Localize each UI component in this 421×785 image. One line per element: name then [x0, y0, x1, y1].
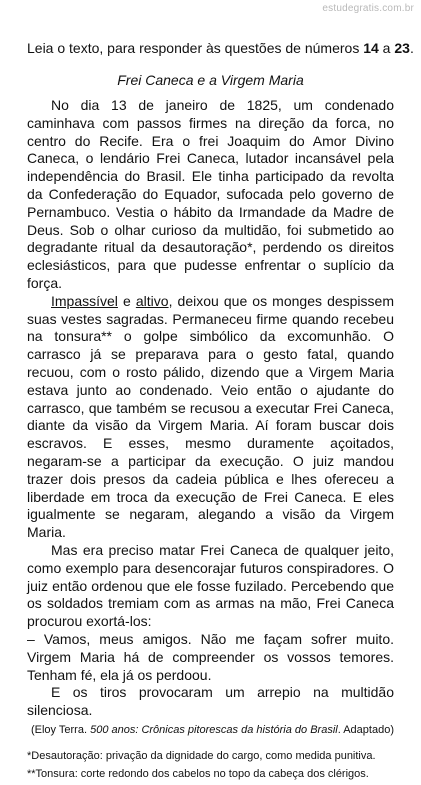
- underlined-word-altivo: altivo: [135, 292, 169, 309]
- intro-first-question: 14: [363, 40, 379, 56]
- text-title: Frei Caneca e a Virgem Maria: [117, 72, 304, 88]
- footnote-desautoracao: *Desautoração: privação da dignidade do cargo, como medida punitiva.: [27, 749, 376, 762]
- intro-before: Leia o texto, para responder às questões de números: [27, 40, 364, 56]
- paragraph-3: Mas era preciso matar Frei Caneca de qualquer jeito, como exemplo para desencorajar futuros conspiradores. O juiz então ordenou que ele fosse fuzilado. Percebendo que os soldados tremiam com as armas na mão, Frei Caneca procurou exortá-los:: [27, 541, 394, 630]
- watermark: estudegratis.com.br: [322, 3, 414, 14]
- intro-after: .: [409, 40, 414, 56]
- intro-last-question: 23: [394, 40, 410, 56]
- source-citation: [27, 723, 394, 737]
- source-end: . Adaptado): [337, 723, 394, 736]
- paragraph-2: [27, 293, 394, 542]
- paragraph-2-and: e: [117, 292, 136, 309]
- document-page: [27, 40, 414, 785]
- paragraph-4-dialogue: – Vamos, meus amigos. Não me façam sofrer muito. Virgem Maria há de compreender os vossos temores. Tenham fé, ela já os perdoou.: [27, 630, 394, 683]
- paragraph-5: E os tiros provocaram um arrepio na multidão silenciosa.: [27, 684, 394, 719]
- source-book-title: 500 anos: Crônicas pitorescas da história do Brasil: [90, 723, 338, 736]
- footnotes: [27, 749, 394, 781]
- paragraph-2-rest: , deixou que os monges despissem suas vestes sagradas. Permaneceu firme quando recebeu na tonsura** o golpe simbólico da excomunhão. O carrasco já se preparava para o gesto fatal, quando recuou, com o rosto pálido, dizendo que a Virgem Maria estava junto ao condenado. Veio então o ajudante do carrasco, que também se recusou a executar Frei Caneca, diante da visão da Virgem Maria. Aí foram buscar dois escravos. E esses, mesmo duramente açoitados, negaram-se a participar da execução. O juiz mandou trazer dois presos da cadeia pública e lhes ofereceu a liberdade em troca da execução de Frei Caneca. E eles igualmente se negaram, alegando a visão da Virgem Maria.: [27, 292, 394, 541]
- text-body: [27, 97, 394, 720]
- underlined-word-impassivel: Impassível: [51, 292, 118, 309]
- intro-middle: a: [378, 40, 395, 56]
- source-author: (Eloy Terra.: [30, 723, 91, 736]
- intro-instruction: [27, 40, 414, 57]
- footnote-tonsura: **Tonsura: corte redondo dos cabelos no topo da cabeça dos clérigos.: [27, 767, 369, 780]
- paragraph-1: No dia 13 de janeiro de 1825, um condenado caminhava com passos firmes na direção da forca, no centro do Recife. Era o frei Joaquim do Amor Divino Caneca, o lendário Frei Caneca, lutador incansável pela independência do Brasil. Ele tinha participado da revolta da Confederação do Equador, sufocada pelo governo de Pernambuco. Vestia o hábito da Irmandade da Madre de Deus. Sob o olhar curioso da multidão, foi submetido ao degradante ritual da desautoração*, perdendo os direitos eclesiásticos, para que pudesse enfrentar o suplício da força.: [27, 97, 394, 291]
